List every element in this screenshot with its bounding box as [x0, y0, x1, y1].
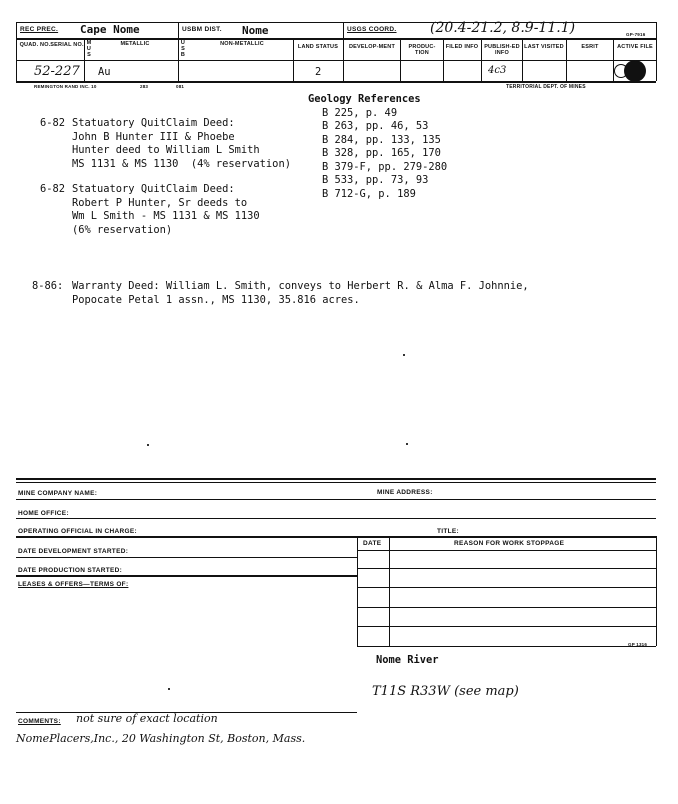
deed-line: John B Hunter III & Phoebe — [72, 130, 235, 143]
col-published-info: PUBLISH-ED INFO — [484, 44, 520, 56]
township-handwritten: T11S R33W (see map) — [372, 684, 519, 699]
col-serial-no: SERIAL NO. — [50, 42, 84, 48]
col-filed-info: FILED INFO — [445, 44, 479, 50]
col-land-status: LAND STATUS — [297, 44, 339, 50]
deed-line: MS 1131 & MS 1130 (4% reservation) — [72, 157, 291, 170]
warranty-line: Warranty Deed: William L. Smith, conveys to Herbert R. & Alma F. Johnnie, — [72, 280, 529, 292]
rec-prec-value: Cape Nome — [80, 23, 140, 36]
header-footer-mid1: 283 — [140, 84, 149, 89]
warranty-date: 8-86: — [32, 280, 64, 292]
col-production: PRODUC-TION — [408, 44, 436, 56]
geology-title: Geology References — [308, 93, 421, 105]
geology-ref: B 284, pp. 133, 135 — [322, 133, 441, 146]
usbm-dist-label: USBM DIST. — [182, 26, 222, 33]
deed-line: Statuatory QuitClaim Deed: — [72, 117, 235, 129]
geology-ref: B 533, pp. 73, 93 — [322, 174, 429, 186]
land-status-value: 2 — [315, 66, 322, 78]
comments-label: COMMENTS: — [18, 718, 61, 725]
metallic-value: Au — [98, 66, 111, 78]
geology-ref: B 225, p. 49 — [322, 106, 398, 119]
col-usb: U S B — [180, 40, 186, 58]
col-active-file: ACTIVE FILE — [617, 44, 653, 50]
col-non-metallic: NON-METALLIC — [220, 41, 264, 47]
usbm-dist-value: Nome — [242, 24, 269, 37]
date-development-label: DATE DEVELOPMENT STARTED: — [18, 548, 129, 555]
deed-line: Wm L Smith - MS 1131 & MS 1130 — [72, 210, 260, 222]
col-development: DEVELOP-MENT — [348, 44, 396, 50]
header-footer-right: TERRITORIAL DEPT. OF MINES — [506, 84, 586, 90]
stoppage-date-col: DATE — [363, 540, 382, 547]
published-info-value: 4c3 — [488, 65, 507, 76]
deed-date: 6-82 — [40, 117, 66, 129]
leases-label: LEASES & OFFERS—TERMS OF: — [18, 581, 129, 588]
usgs-coord-label: USGS COORD. — [347, 26, 397, 33]
date-production-label: DATE PRODUCTION STARTED: — [18, 567, 123, 574]
active-file-arc — [614, 64, 628, 78]
home-office-label: HOME OFFICE: — [18, 510, 69, 517]
title-label: TITLE: — [437, 528, 460, 535]
deed-line: Statuatory QuitClaim Deed: — [72, 183, 235, 195]
header-footer-mid2: 081 — [176, 84, 185, 89]
col-mus: M U S — [86, 40, 92, 58]
warranty-line: Popocate Petal 1 assn., MS 1130, 35.816 acres. — [72, 293, 360, 306]
speck — [403, 354, 405, 356]
speck — [147, 444, 149, 446]
comment-line-2: NomePlacers,Inc., 20 Washington St, Boston, Mass. — [16, 732, 306, 745]
geology-references — [308, 93, 447, 201]
deed-date: 6-82 — [40, 183, 66, 195]
serial-value: 52-227 — [34, 64, 80, 79]
geology-ref: B 263, pp. 46, 53 — [322, 120, 429, 132]
col-last-visited: LAST VISITED — [524, 44, 564, 50]
col-metallic: METALLIC — [120, 41, 150, 47]
stoppage-reason-col: REASON FOR WORK STOPPAGE — [454, 540, 565, 547]
col-esrit: ESRIT — [581, 44, 599, 50]
speck — [168, 688, 170, 690]
nome-river-text: Nome River — [376, 654, 439, 666]
operating-official-label: OPERATING OFFICIAL IN CHARGE: — [18, 528, 137, 535]
mine-address-label: MINE ADDRESS: — [377, 489, 433, 496]
geology-ref: B 328, pp. 165, 170 — [322, 147, 441, 159]
geology-ref: B 712-G, p. 189 — [322, 187, 416, 200]
rec-prec-label: REC PREC. — [20, 26, 59, 33]
geology-ref: B 379-F, pp. 279-280 — [322, 160, 448, 173]
usgs-coord-value: (20.4-21.2, 8.9-11.1) — [430, 20, 576, 36]
form-number-top: GP-7916 — [626, 32, 646, 37]
col-quad-no: QUAD. NO. — [19, 42, 51, 48]
deed-line: (6% reservation) — [72, 223, 173, 236]
deed-line: Robert P Hunter, Sr deeds to — [72, 196, 248, 209]
form-number-bottom: GP 1316 — [628, 642, 648, 647]
mine-company-name-label: MINE COMPANY NAME: — [18, 490, 98, 497]
speck — [406, 443, 408, 445]
header-footer-left: REMINGTON RAND INC. 10 — [34, 84, 97, 89]
comment-line-1: not sure of exact location — [76, 712, 218, 725]
deed-line: Hunter deed to William L Smith — [72, 144, 260, 156]
